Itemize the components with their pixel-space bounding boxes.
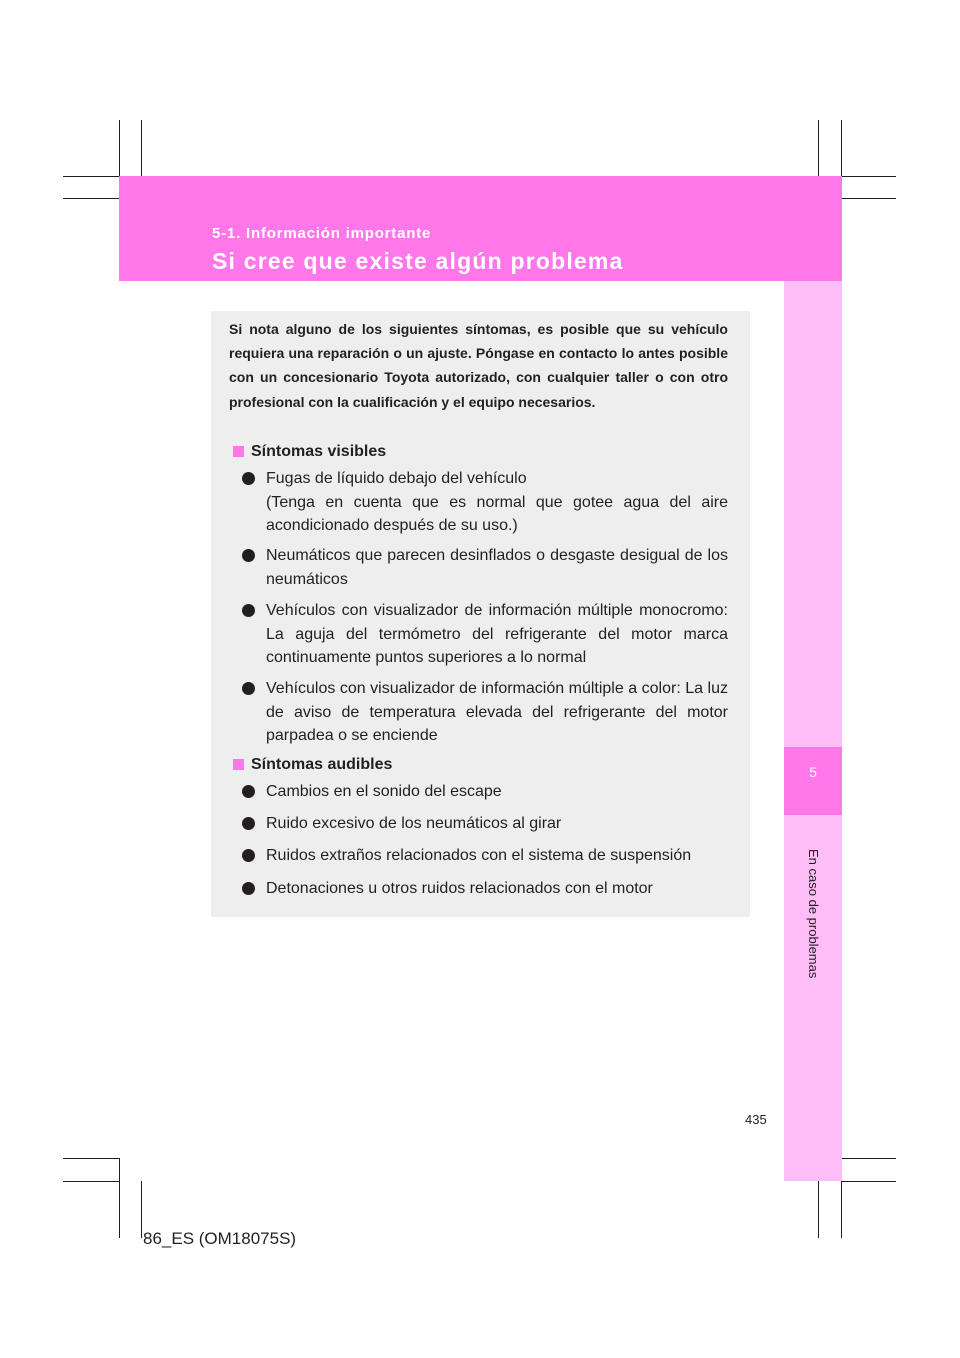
bullet-icon bbox=[242, 817, 255, 830]
crop-mark bbox=[119, 1158, 120, 1238]
crop-mark bbox=[119, 120, 120, 176]
page-title: Si cree que existe algún problema bbox=[212, 248, 624, 274]
crop-mark bbox=[141, 120, 142, 176]
list-item: Ruidos extraños relacionados con el sistema de suspensión bbox=[266, 844, 728, 868]
crop-mark bbox=[63, 176, 119, 177]
bullet-icon bbox=[242, 472, 255, 485]
item-note: (Tenga en cuenta que es normal que gotee agua del aire acondicionado después de su uso.) bbox=[266, 493, 728, 534]
bullet-icon bbox=[242, 849, 255, 862]
crop-mark bbox=[63, 1181, 119, 1182]
square-bullet-icon bbox=[233, 759, 244, 770]
chapter-tab bbox=[784, 281, 842, 1181]
crop-mark bbox=[842, 1181, 896, 1182]
crop-mark bbox=[818, 1181, 819, 1238]
bullet-icon bbox=[242, 549, 255, 562]
section-label: 5-1. Información importante bbox=[212, 225, 432, 242]
crop-mark bbox=[842, 1158, 896, 1159]
crop-mark bbox=[842, 176, 896, 177]
bullet-icon bbox=[242, 785, 255, 798]
square-bullet-icon bbox=[233, 446, 244, 457]
page-number: 435 bbox=[745, 1112, 767, 1127]
chapter-number: 5 bbox=[809, 764, 817, 780]
crop-mark bbox=[842, 198, 896, 199]
chapter-tab-marker bbox=[784, 747, 842, 815]
list-item: Fugas de líquido debajo del vehículo (Tenga en cuenta que es normal que gotee agua del aire acondicionado después de su uso.) bbox=[266, 467, 728, 538]
bullet-icon bbox=[242, 682, 255, 695]
list-item: Vehículos con visualizador de información múltiple monocromo: La aguja del termómetro del refrigerante del motor marca continuamente puntos superiores a lo normal bbox=[266, 599, 728, 670]
list-item: Neumáticos que parecen desinflados o desgaste desigual de los neumáticos bbox=[266, 544, 728, 591]
document-code: 86_ES (OM18075S) bbox=[143, 1229, 297, 1248]
list-item: Detonaciones u otros ruidos relacionados con el motor bbox=[266, 877, 728, 901]
crop-mark bbox=[63, 1158, 119, 1159]
chapter-title: En caso de problemas bbox=[806, 849, 821, 979]
intro-paragraph: Si nota alguno de los siguientes síntomas, es posible que su vehículo requiera una reparación o un ajuste. Póngase en contacto lo antes posible con un concesionario Toyota autorizado, con cualquier taller o con otro profesional con la cualificación y el equipo necesarios. bbox=[229, 321, 728, 410]
bullet-icon bbox=[242, 882, 255, 895]
crop-mark bbox=[63, 198, 119, 199]
bullet-icon bbox=[242, 604, 255, 617]
crop-mark bbox=[818, 120, 819, 176]
list-item: Ruido excesivo de los neumáticos al girar bbox=[266, 812, 728, 836]
list-item: Vehículos con visualizador de información múltiple a color: La luz de aviso de temperatura elevada del refrigerante del motor parpadea o se enciende bbox=[266, 677, 728, 748]
crop-mark bbox=[841, 120, 842, 176]
list-item: Cambios en el sonido del escape bbox=[266, 780, 728, 804]
crop-mark bbox=[141, 1181, 142, 1238]
